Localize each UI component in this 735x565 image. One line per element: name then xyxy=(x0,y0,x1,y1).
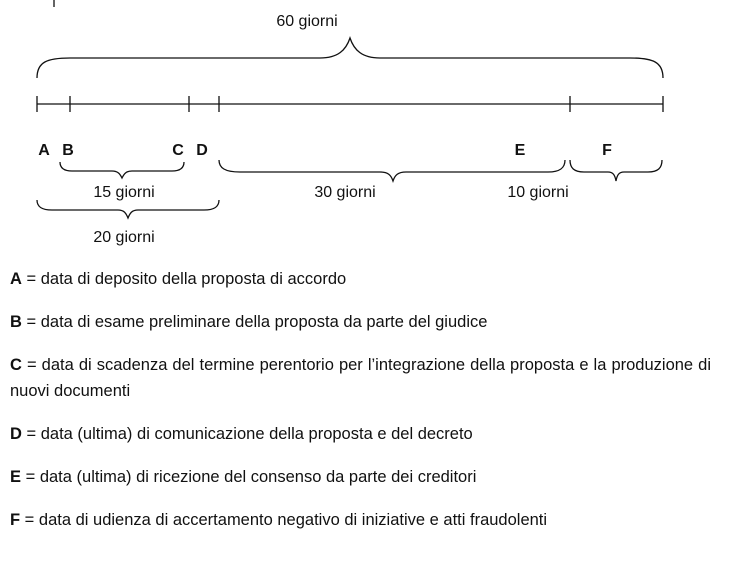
span-label-b-to-c: 15 giorni xyxy=(93,184,155,201)
legend-text: = data (ultima) di comunicazione della proposta e del decreto xyxy=(21,425,473,443)
point-label-F: F xyxy=(602,142,612,159)
brace-total xyxy=(37,38,663,78)
point-label-C: C xyxy=(172,142,184,159)
brace-b-to-c xyxy=(60,162,184,178)
legend-key: D xyxy=(10,425,22,443)
legend-text: = data di esame preliminare della proposta da parte del giudice xyxy=(21,313,488,331)
legend-key: A xyxy=(10,270,22,288)
legend-key: B xyxy=(10,313,22,331)
legend-key: C xyxy=(10,356,22,374)
span-label-a-to-d: 20 giorni xyxy=(93,229,155,246)
legend-item-B xyxy=(10,309,711,335)
point-label-D: D xyxy=(196,142,208,159)
legend-text: = data (ultima) di ricezione del consenso da parte dei creditori xyxy=(21,468,477,486)
legend-item-D xyxy=(10,421,711,447)
legend-item-E xyxy=(10,464,711,490)
legend-item-F xyxy=(10,507,711,533)
legend-key: E xyxy=(10,468,22,486)
point-label-E: E xyxy=(514,142,526,159)
legend-text: = data di deposito della proposta di accordo xyxy=(21,270,347,288)
brace-d-to-e xyxy=(219,160,565,181)
legend-item-A xyxy=(10,266,711,292)
legend-item-C xyxy=(10,352,711,404)
span-label-total: 60 giorni xyxy=(276,13,338,30)
legend-key: F xyxy=(10,511,21,529)
point-label-B: B xyxy=(62,142,74,159)
legend-text: = data di scadenza del termine perentorio per l’integrazione della proposta e la produzione di nuovi documenti xyxy=(10,356,711,400)
point-label-A: A xyxy=(38,142,50,159)
brace-a-to-d xyxy=(37,200,219,218)
span-label-e-to-f: 10 giorni xyxy=(507,184,569,201)
legend-text: = data di udienza di accertamento negativo di iniziative e atti fraudolenti xyxy=(20,511,548,529)
legend xyxy=(10,266,711,550)
brace-e-to-f xyxy=(570,160,662,181)
timeline-diagram xyxy=(0,0,735,260)
span-label-d-to-e: 30 giorni xyxy=(314,184,376,201)
